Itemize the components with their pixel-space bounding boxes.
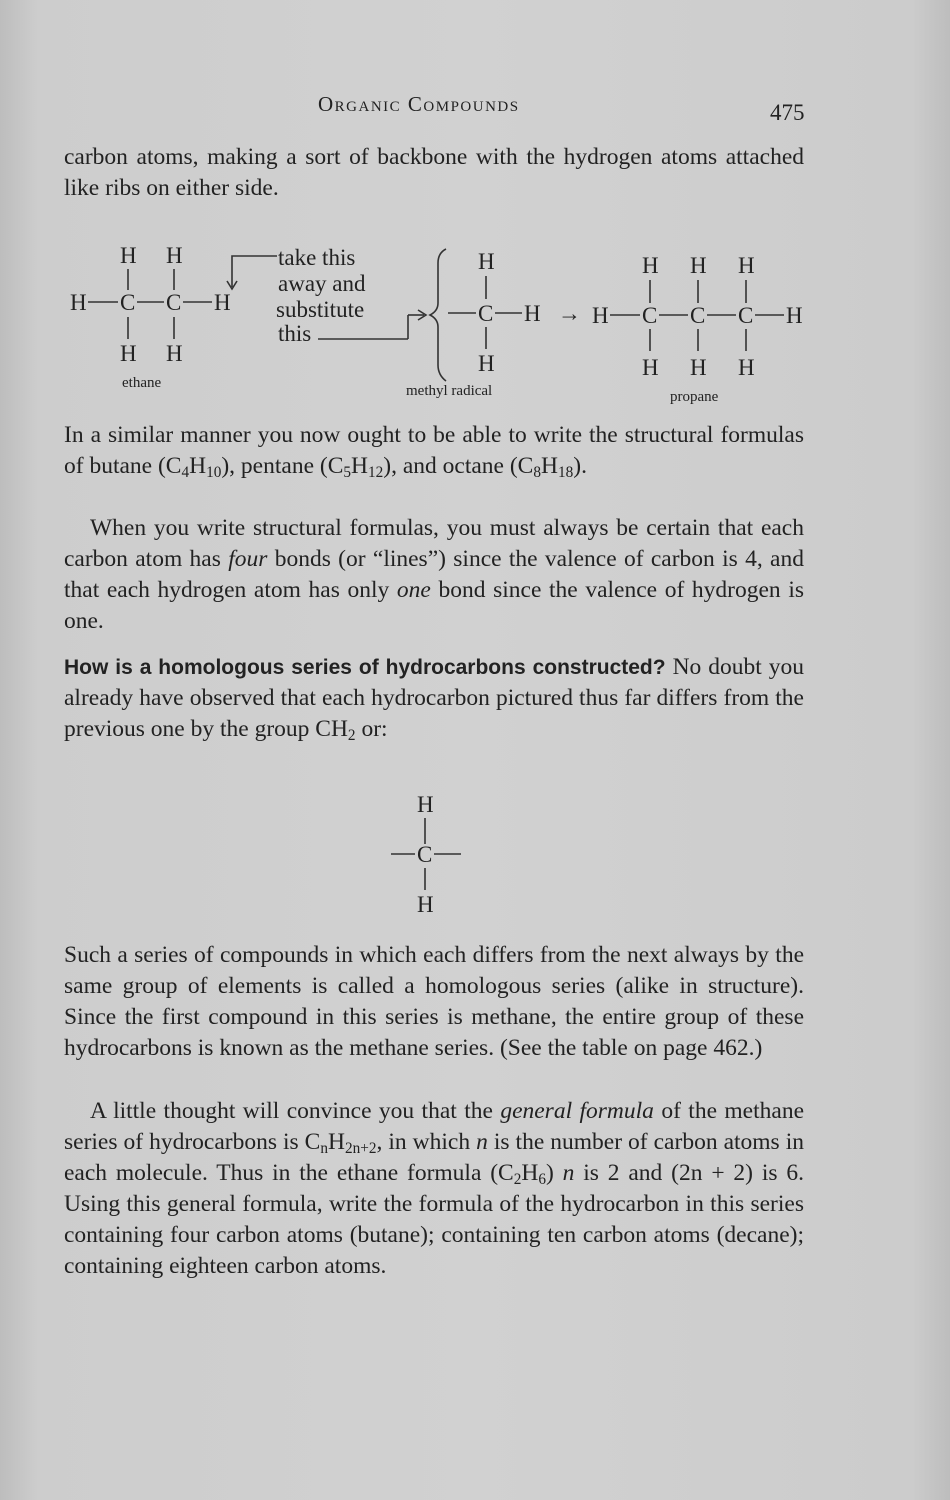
ethane-label: ethane <box>122 375 162 391</box>
atom-h: H <box>642 253 659 278</box>
atom-h: H <box>478 351 495 376</box>
ch2-group-diagram <box>385 790 475 920</box>
paragraph-backbone: carbon atoms, making a sort of backbone with the hydrogen atoms attached like ribs on either side. <box>64 144 804 201</box>
atom-h: H <box>592 303 609 328</box>
atom-c: C <box>738 303 754 328</box>
atom-h: H <box>70 290 87 315</box>
note-line: this <box>278 321 312 346</box>
paragraph-general-formula: A little thought will convince you that the general formula of the methane series of hydrocarbons is $C_nH_{2n+2}$, in which n is the number of carbon atoms in each molecule. Thus in the ethane formula $(C_2H_6)$ n is 2 and (2n + 2) is 6. Using this general formula, write the formula of the hydrocarbon in this series containing four carbon atoms (butane); containing ten carbon atoms (decane); containing eighteen carbon atoms. <box>64 1098 804 1279</box>
propane-label: propane <box>670 389 719 405</box>
brace <box>430 249 446 381</box>
ethane-methyl-propane-diagram <box>60 235 820 410</box>
note-line: away and <box>278 271 366 296</box>
atom-h: H <box>786 303 803 328</box>
page-header <box>0 92 950 132</box>
running-title: Organic Compounds <box>318 92 520 116</box>
atom-h: H <box>120 243 137 268</box>
atom-h: H <box>166 243 183 268</box>
propane-formula <box>592 253 803 405</box>
atom-h: H <box>738 355 755 380</box>
atom-c: C <box>690 303 706 328</box>
ethane-formula <box>70 243 231 391</box>
atom-h: H <box>417 892 434 917</box>
note-line: substitute <box>276 297 365 322</box>
atom-h: H <box>417 792 434 817</box>
section-homologous: How is a homologous series of hydrocarbons constructed? No doubt you already have observed that each hydrocarbon pictured thus far differs from the previous one by the group $CH_2$ or: <box>64 654 804 744</box>
paragraph-valence: When you write structural formulas, you must always be certain that each carbon atom has four bonds (or “lines”) since the valence of carbon is 4, and that each hydrogen atom has only one bond since the valence of hydrogen is one. <box>64 515 804 634</box>
atom-h: H <box>690 355 707 380</box>
atom-c: C <box>642 303 658 328</box>
section-heading: How is a homologous series of hydrocarbons constructed? <box>64 656 666 679</box>
atom-c: C <box>417 842 433 867</box>
atom-c: C <box>478 301 494 326</box>
paragraph-homologous-series: Such a series of compounds in which each differs from the next always by the same group of elements is called a homologous series (alike in structure). Since the first compound in this series is methane, the entire group of these hydrocarbons is known as the methane series. (See the table on page 462.) <box>64 942 804 1061</box>
atom-h: H <box>478 249 495 274</box>
reaction-arrow: → <box>558 301 581 326</box>
page-number: 475 <box>770 100 805 125</box>
atom-h: H <box>738 253 755 278</box>
atom-c: C <box>166 290 182 315</box>
methyl-radical-label: methyl radical <box>406 383 493 399</box>
substitute-note <box>276 245 426 346</box>
atom-h: H <box>166 341 183 366</box>
atom-h: H <box>524 301 541 326</box>
methyl-radical-formula <box>406 249 541 399</box>
atom-c: C <box>120 290 136 315</box>
take-away-line <box>232 256 277 287</box>
note-line: take this <box>278 245 356 270</box>
paragraph-butane-pentane-octane: In a similar manner you now ought to be able to write the structural formulas of butane $(C_4H_{10})$, pentane $(C_5H_{12})$, and octane $(C_8H_{18})$. <box>64 422 804 481</box>
atom-h: H <box>120 341 137 366</box>
atom-h: H <box>214 290 231 315</box>
atom-h: H <box>642 355 659 380</box>
atom-h: H <box>690 253 707 278</box>
